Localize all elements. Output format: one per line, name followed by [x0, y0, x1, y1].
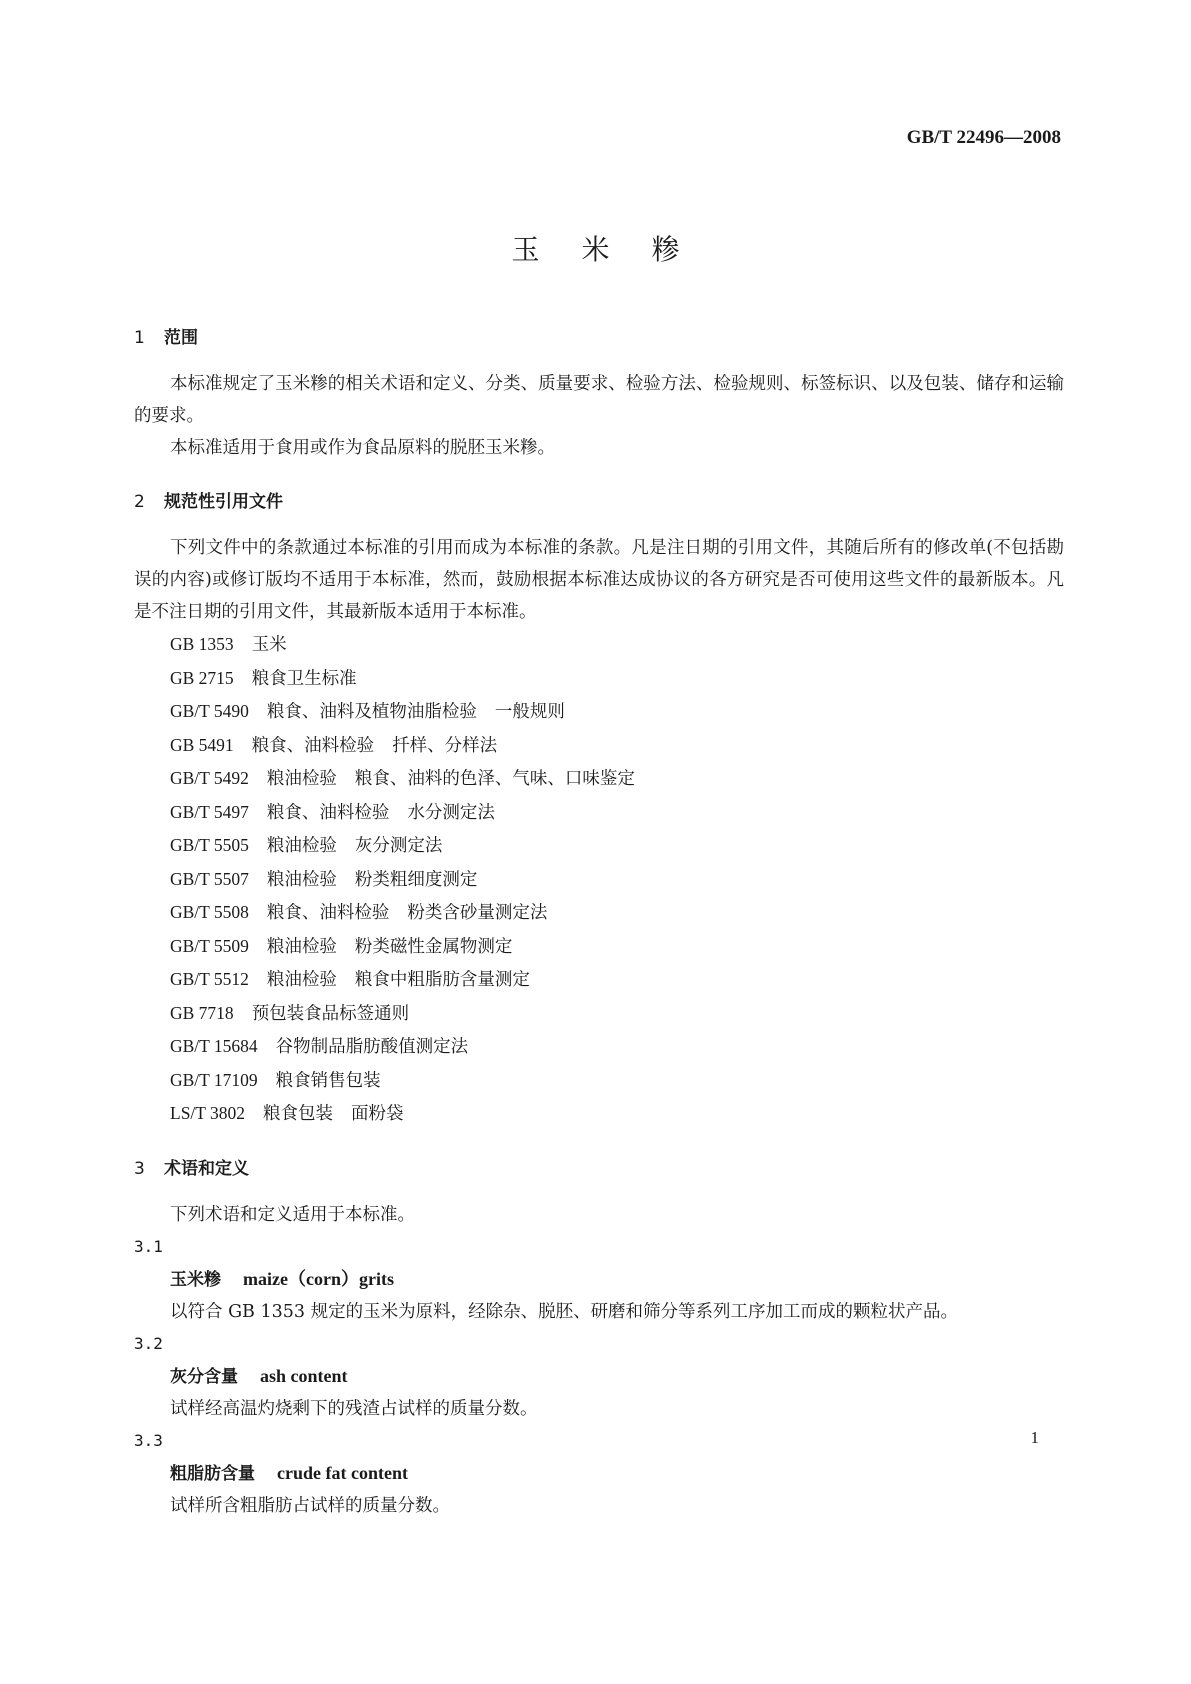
section-title: 规范性引用文件	[164, 492, 283, 512]
section-3-heading	[134, 1153, 1064, 1185]
reference-code: GB/T 5509	[170, 935, 249, 956]
reference-code: GB/T 5512	[170, 969, 249, 989]
term-definition: 以符合 GB 1353 规定的玉米为原料，经除杂、脱胚、研磨和筛分等系列工序加工而成的颗粒状产品。	[170, 1301, 959, 1322]
term-name-zh: 灰分含量	[170, 1366, 238, 1387]
reference-item	[170, 963, 1064, 997]
section-number: 2	[134, 492, 145, 512]
reference-title: 粮油检验	[266, 936, 337, 957]
term-definition: 试样经高温灼烧剩下的残渣占试样的质量分数。	[170, 1398, 538, 1419]
reference-code: GB/T 5505	[170, 835, 249, 855]
reference-title: 粮油检验	[266, 836, 337, 856]
reference-item	[170, 729, 1064, 763]
reference-title: 粮食、油料检验	[251, 735, 375, 756]
section-2-heading	[134, 486, 1064, 518]
reference-list	[134, 628, 1064, 1131]
term-definition: 试样所含粗脂肪占试样的质量分数。	[170, 1495, 450, 1516]
reference-title: 玉米	[251, 635, 287, 655]
document-title: 玉米糁	[511, 233, 722, 266]
term-name-en: maize（corn）grits	[243, 1268, 394, 1289]
term-name	[170, 1360, 1064, 1393]
reference-code: GB/T 5497	[170, 801, 249, 822]
reference-code: LS/T 3802	[170, 1103, 246, 1123]
term-number: 3.2	[134, 1333, 163, 1353]
reference-title: 粉类粗细度测定	[354, 869, 478, 890]
reference-title: 粉类含砂量测定法	[407, 903, 548, 923]
reference-item	[170, 662, 1064, 696]
term-name-en: crude fat content	[277, 1462, 408, 1483]
term-name	[170, 1457, 1064, 1490]
reference-item	[170, 930, 1064, 964]
reference-code: GB/T 15684	[170, 1036, 258, 1056]
term-number: 3.3	[134, 1430, 163, 1450]
term-name	[170, 1263, 1064, 1296]
reference-item	[170, 628, 1064, 662]
reference-item	[170, 1064, 1064, 1098]
reference-item	[170, 997, 1064, 1031]
reference-title: 预包装食品标签通则	[251, 1003, 410, 1024]
reference-item	[170, 796, 1064, 830]
reference-item	[170, 1030, 1064, 1064]
section-number: 1	[134, 328, 145, 348]
reference-title: 粮油检验	[266, 970, 337, 990]
term-name-zh: 玉米糁	[170, 1269, 221, 1290]
reference-title: 扦样、分样法	[392, 735, 498, 756]
reference-title: 粮食、油料检验	[266, 802, 390, 823]
reference-item	[170, 695, 1064, 729]
term-list	[134, 1231, 1064, 1522]
reference-title: 面粉袋	[351, 1104, 404, 1124]
reference-title: 粮食卫生标准	[251, 668, 357, 689]
reference-code: GB 5491	[170, 734, 234, 755]
reference-title: 粉类磁性金属物测定	[354, 936, 513, 957]
reference-code: GB/T 5507	[170, 868, 249, 889]
reference-title: 粮食中粗脂肪含量测定	[354, 970, 530, 990]
document-body	[134, 322, 1064, 1522]
section-title: 范围	[164, 328, 198, 348]
term-name-en: ash content	[260, 1365, 348, 1386]
page-number: 1	[1030, 1428, 1039, 1447]
reference-title: 灰分测定法	[354, 836, 443, 856]
reference-code: GB/T 5508	[170, 902, 249, 922]
reference-title: 粮油检验	[266, 769, 337, 789]
standard-number: GB/T 22496—2008	[906, 127, 1061, 148]
reference-title: 一般规则	[494, 702, 565, 722]
section-1-heading	[134, 322, 1064, 354]
reference-title: 谷物制品脂肪酸值测定法	[275, 1037, 469, 1057]
reference-item	[170, 863, 1064, 897]
reference-title: 粮食销售包装	[275, 1070, 381, 1091]
reference-title: 粮食、油料的色泽、气味、口味鉴定	[354, 769, 635, 789]
reference-title: 粮食、油料及植物油脂检验	[266, 702, 477, 722]
reference-title: 水分测定法	[407, 802, 495, 823]
scope-paragraph-2: 本标准适用于食用或作为食品原料的脱胚玉米糁。	[170, 438, 555, 458]
section-title: 术语和定义	[164, 1158, 249, 1179]
reference-code: GB/T 5492	[170, 768, 249, 788]
term-name-zh: 粗脂肪含量	[170, 1463, 255, 1484]
reference-title: 粮食、油料检验	[266, 903, 390, 923]
terms-intro: 下列术语和定义适用于本标准。	[170, 1204, 415, 1225]
reference-title: 粮食包装	[263, 1104, 334, 1124]
references-intro: 下列文件中的条款通过本标准的引用而成为本标准的条款。凡是注日期的引用文件，其随后所有的修改单(不包括勘误的内容)或修订版均不适用于本标准，然而，鼓励根据本标准达成协议的各方研究是否可使用这些文件的最新版本。凡是不注日期的引用文件，其最新版本适用于本标准。	[134, 538, 1064, 622]
scope-paragraph-1: 本标准规定了玉米糁的相关术语和定义、分类、质量要求、检验方法、检验规则、标签标识、以及包装、储存和运输的要求。	[134, 374, 1064, 426]
reference-title: 粮油检验	[266, 869, 337, 890]
reference-code: GB/T 17109	[170, 1069, 258, 1090]
reference-item	[170, 896, 1064, 930]
reference-item	[170, 762, 1064, 796]
reference-code: GB 7718	[170, 1002, 234, 1023]
reference-item	[170, 1097, 1064, 1131]
section-number: 3	[134, 1158, 145, 1179]
reference-item	[170, 829, 1064, 863]
term-number: 3.1	[134, 1236, 163, 1256]
reference-code: GB 2715	[170, 667, 234, 688]
reference-code: GB/T 5490	[170, 701, 249, 721]
reference-code: GB 1353	[170, 634, 234, 654]
